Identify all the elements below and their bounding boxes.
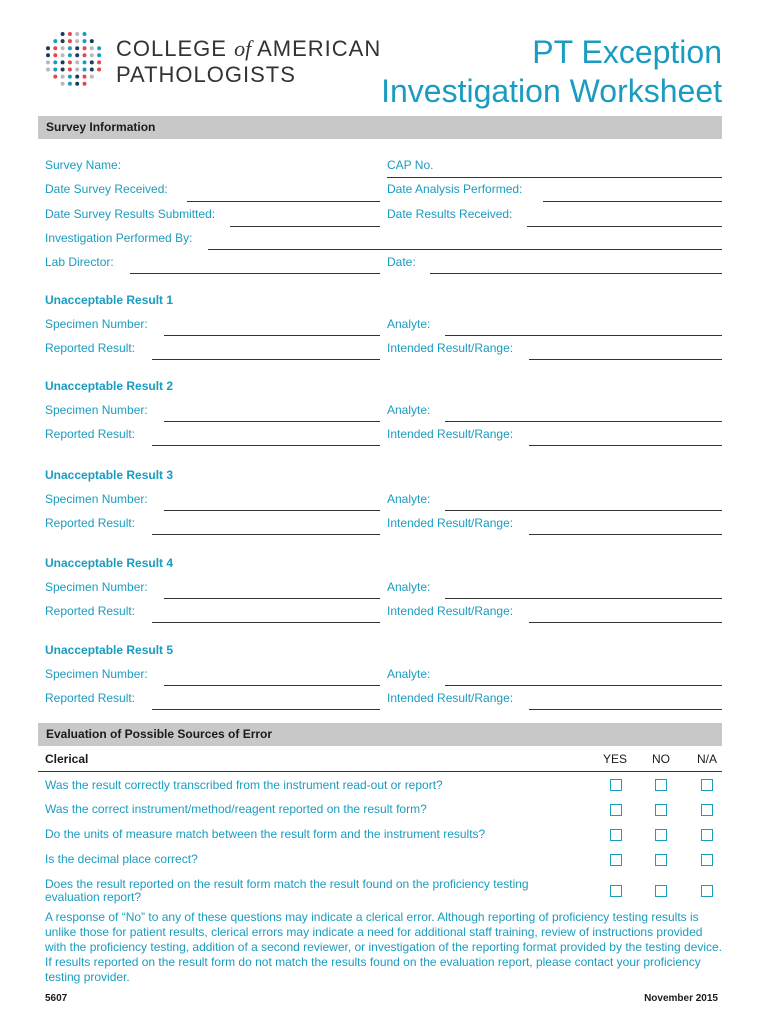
- logo-dot: [90, 46, 94, 50]
- result-4-specimen-label: Specimen Number:: [45, 580, 148, 594]
- result-3-intended-field[interactable]: [529, 534, 722, 535]
- result-5-specimen-field[interactable]: [164, 685, 380, 686]
- logo-dot: [83, 75, 87, 79]
- question-1-yes-checkbox[interactable]: [610, 779, 622, 791]
- logo-dot: [83, 60, 87, 64]
- survey-section-title: Survey Information: [46, 120, 156, 134]
- logo-dot: [61, 39, 65, 43]
- result-2-specimen-field[interactable]: [164, 421, 380, 422]
- result-2-intended-field[interactable]: [529, 445, 722, 446]
- date-analysis-performed-field[interactable]: [543, 201, 722, 202]
- survey-name-label: Survey Name:: [45, 158, 122, 172]
- result-2-specimen-label: Specimen Number:: [45, 403, 148, 417]
- result-2-analyte-field[interactable]: [445, 421, 722, 422]
- question-1-na-checkbox[interactable]: [701, 779, 713, 791]
- question-3: Do the units of measure match between the result form and the instrument results?: [45, 827, 486, 841]
- logo-dot: [68, 53, 72, 57]
- question-2: Was the correct instrument/method/reagent reported on the result form?: [45, 802, 427, 816]
- result-2-reported-field[interactable]: [152, 445, 380, 446]
- result-4-intended-label: Intended Result/Range:: [387, 604, 514, 618]
- logo-dot: [46, 68, 50, 72]
- logo-dot: [75, 46, 79, 50]
- result-1-analyte-label: Analyte:: [387, 317, 431, 331]
- logo-dot: [68, 39, 72, 43]
- logo-dot: [97, 53, 101, 57]
- logo-dot: [83, 46, 87, 50]
- result-2-title: Unacceptable Result 2: [45, 379, 174, 393]
- lab-director-label: Lab Director:: [45, 255, 114, 269]
- logo-dot: [75, 39, 79, 43]
- col-yes-header: YES: [603, 752, 628, 766]
- cap-no-field[interactable]: [387, 177, 722, 178]
- result-3-intended-label: Intended Result/Range:: [387, 516, 514, 530]
- cap-logo-icon: [44, 30, 104, 88]
- question-4-no-checkbox[interactable]: [655, 854, 667, 866]
- result-4-analyte-field[interactable]: [445, 598, 722, 599]
- logo-dot: [61, 75, 65, 79]
- logo-dot: [83, 39, 87, 43]
- question-5: Does the result reported on the result form match the result found on the proficiency testing evaluation report?: [45, 877, 529, 904]
- logo-dot: [61, 53, 65, 57]
- question-3-yes-checkbox[interactable]: [610, 829, 622, 841]
- result-5-intended-field[interactable]: [529, 709, 722, 710]
- question-2-na-checkbox[interactable]: [701, 804, 713, 816]
- logo-dot: [68, 75, 72, 79]
- result-3-reported-field[interactable]: [152, 534, 380, 535]
- org-of: of: [234, 36, 252, 61]
- logo-dot: [75, 82, 79, 86]
- logo-dot: [75, 60, 79, 64]
- clerical-heading: Clerical: [45, 752, 89, 766]
- form-number: 5607: [45, 993, 68, 1004]
- survey-section-header: [38, 116, 722, 139]
- date-results-submitted-field[interactable]: [230, 226, 380, 227]
- question-4-yes-checkbox[interactable]: [610, 854, 622, 866]
- result-5-specimen-label: Specimen Number:: [45, 667, 148, 681]
- clerical-note: A response of “No” to any of these questions may indicate a clerical error. Although reporting of proficiency testing results is unlike those for patient results, clerical errors may indicate a need for additional staff training, review of instructions provided with the proficiency testing, addition of a second reviewer, or investigation of the reporting format provided by the testing device. If results reported on the result form do not match the results found on the evaluation report, please contact your proficiency testing provider.: [45, 910, 723, 984]
- lab-director-field[interactable]: [130, 273, 380, 274]
- logo-dot: [75, 68, 79, 72]
- result-1-reported-label: Reported Result:: [45, 341, 136, 355]
- result-1-specimen-label: Specimen Number:: [45, 317, 148, 331]
- result-4-intended-field[interactable]: [529, 622, 722, 623]
- question-4: Is the decimal place correct?: [45, 852, 198, 866]
- logo-dot: [90, 75, 94, 79]
- date-survey-received-label: Date Survey Received:: [45, 182, 168, 196]
- org-college: COLLEGE: [116, 36, 227, 61]
- org-name-line2: PATHOLOGISTS: [116, 62, 296, 87]
- logo-dot: [46, 46, 50, 50]
- evaluation-section-header: [38, 723, 722, 746]
- logo-dot: [90, 60, 94, 64]
- result-1-reported-field[interactable]: [152, 359, 380, 360]
- logo-dot: [97, 60, 101, 64]
- result-4-specimen-field[interactable]: [164, 598, 380, 599]
- logo-dot: [68, 82, 72, 86]
- result-1-specimen-field[interactable]: [164, 335, 380, 336]
- logo-dot: [61, 46, 65, 50]
- survey-name-field[interactable]: [130, 177, 380, 178]
- result-3-analyte-field[interactable]: [445, 510, 722, 511]
- clerical-divider: [38, 771, 722, 772]
- result-3-specimen-field[interactable]: [164, 510, 380, 511]
- logo-dot: [53, 60, 57, 64]
- logo-dot: [75, 53, 79, 57]
- question-1-no-checkbox[interactable]: [655, 779, 667, 791]
- logo-dot: [68, 60, 72, 64]
- logo-dot: [83, 82, 87, 86]
- logo-dot: [68, 32, 72, 36]
- logo-dot: [83, 53, 87, 57]
- question-5-yes-checkbox[interactable]: [610, 885, 622, 897]
- result-3-specimen-label: Specimen Number:: [45, 492, 148, 506]
- question-3-no-checkbox[interactable]: [655, 829, 667, 841]
- logo-dot: [53, 39, 57, 43]
- question-5-no-checkbox[interactable]: [655, 885, 667, 897]
- result-3-title: Unacceptable Result 3: [45, 468, 174, 482]
- evaluation-section-title: Evaluation of Possible Sources of Error: [46, 727, 273, 741]
- footer-date: November 2015: [644, 993, 718, 1004]
- page-title-line1: PT Exception: [532, 34, 722, 70]
- org-american: AMERICAN: [257, 36, 382, 61]
- question-2-no-checkbox[interactable]: [655, 804, 667, 816]
- question-3-na-checkbox[interactable]: [701, 829, 713, 841]
- result-1-intended-label: Intended Result/Range:: [387, 341, 514, 355]
- logo-dot: [68, 46, 72, 50]
- logo-dot: [61, 82, 65, 86]
- date-results-received-label: Date Results Received:: [387, 207, 513, 221]
- logo-dot: [61, 68, 65, 72]
- logo-dot: [83, 32, 87, 36]
- result-5-reported-field[interactable]: [152, 709, 380, 710]
- result-5-title: Unacceptable Result 5: [45, 643, 174, 657]
- date-survey-received-field[interactable]: [187, 201, 380, 202]
- logo-dot: [46, 60, 50, 64]
- result-1-title: Unacceptable Result 1: [45, 293, 174, 307]
- logo-dot: [61, 60, 65, 64]
- logo-dot: [90, 39, 94, 43]
- date-field[interactable]: [430, 273, 722, 274]
- result-4-reported-label: Reported Result:: [45, 604, 136, 618]
- result-5-intended-label: Intended Result/Range:: [387, 691, 514, 705]
- logo-dot: [90, 68, 94, 72]
- date-analysis-performed-label: Date Analysis Performed:: [387, 182, 523, 196]
- result-5-analyte-field[interactable]: [445, 685, 722, 686]
- logo-dot: [90, 53, 94, 57]
- logo-dot: [53, 68, 57, 72]
- investigation-by-field[interactable]: [208, 249, 722, 250]
- col-na-header: N/A: [697, 752, 718, 766]
- result-1-intended-field[interactable]: [529, 359, 722, 360]
- result-4-reported-field[interactable]: [152, 622, 380, 623]
- question-2-yes-checkbox[interactable]: [610, 804, 622, 816]
- investigation-by-label: Investigation Performed By:: [45, 231, 193, 245]
- result-3-analyte-label: Analyte:: [387, 492, 431, 506]
- logo-dot: [97, 68, 101, 72]
- result-5-analyte-label: Analyte:: [387, 667, 431, 681]
- result-5-reported-label: Reported Result:: [45, 691, 136, 705]
- logo-dot: [53, 75, 57, 79]
- logo-dot: [75, 32, 79, 36]
- result-1-analyte-field[interactable]: [445, 335, 722, 336]
- date-label: Date:: [387, 255, 416, 269]
- question-5-na-checkbox[interactable]: [701, 885, 713, 897]
- logo-dot: [97, 46, 101, 50]
- date-results-received-field[interactable]: [527, 226, 722, 227]
- logo-dot: [53, 53, 57, 57]
- result-2-analyte-label: Analyte:: [387, 403, 431, 417]
- result-3-reported-label: Reported Result:: [45, 516, 136, 530]
- logo-dot: [46, 53, 50, 57]
- logo-dot: [53, 46, 57, 50]
- logo-dot: [83, 68, 87, 72]
- cap-no-label: CAP No.: [387, 158, 434, 172]
- result-4-analyte-label: Analyte:: [387, 580, 431, 594]
- org-name-line1: [116, 36, 381, 62]
- question-4-na-checkbox[interactable]: [701, 854, 713, 866]
- question-1: Was the result correctly transcribed from the instrument read-out or report?: [45, 778, 443, 792]
- logo-dot: [75, 75, 79, 79]
- logo-dot: [68, 68, 72, 72]
- result-2-intended-label: Intended Result/Range:: [387, 427, 514, 441]
- col-no-header: NO: [652, 752, 670, 766]
- page-title-line2: Investigation Worksheet: [381, 73, 722, 109]
- date-results-submitted-label: Date Survey Results Submitted:: [45, 207, 216, 221]
- logo-dot: [61, 32, 65, 36]
- result-2-reported-label: Reported Result:: [45, 427, 136, 441]
- result-4-title: Unacceptable Result 4: [45, 556, 174, 570]
